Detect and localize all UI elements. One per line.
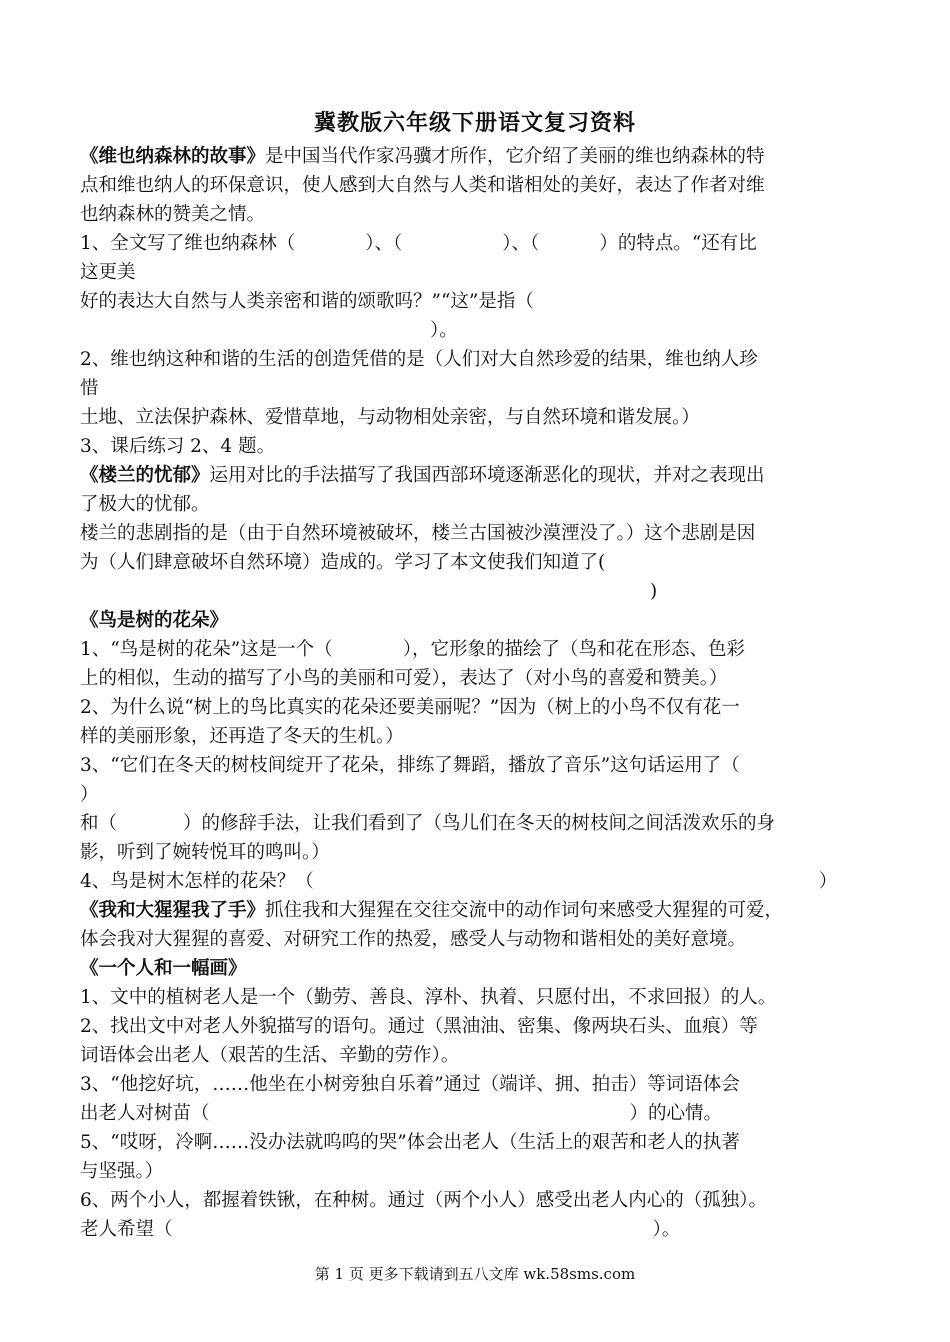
question-line: 上的相似，生动的描写了小鸟的美丽和可爱），表达了（对小鸟的喜爱和赞美。） <box>80 668 728 689</box>
question-line: 老人希望（ ）。 <box>80 1219 681 1240</box>
question-line: ）。 <box>430 320 458 341</box>
paragraph-line: ) <box>650 581 658 602</box>
question-line: 和（ ）的修辞手法，让我们看到了（鸟儿们在冬天的树枝间之间活泼欢乐的身 <box>80 813 776 834</box>
document-title: 冀教版六年级下册语文复习资料 <box>313 111 636 136</box>
section-heading: 《维也纳森林的故事》 <box>80 146 266 167</box>
question-line: 与坚强。） <box>80 1161 164 1182</box>
paragraph-line: 《我和大猩猩我了手》抓住我和大猩猩在交往交流中的动作词句来感受大猩猩的可爱， <box>80 900 784 921</box>
paragraph-line: 楼兰的悲剧指的是（由于自然环境被破坏，楼兰古国被沙漠湮没了。）这个悲剧是因 <box>80 523 756 544</box>
question-line: 样的美丽形象，还再造了冬天的生机。） <box>80 726 404 747</box>
paragraph-line: 体会我对大猩猩的喜爱、对研究工作的热爱，感受人与动物和谐相处的美好意境。 <box>80 929 747 950</box>
section-heading: 《一个人和一幅画》 <box>80 958 247 979</box>
question-line: ） <box>80 784 99 805</box>
question-line: 这更美 <box>80 262 136 283</box>
question-line: 3、“它们在冬天的树枝间绽开了花朵，排练了舞蹈，播放了音乐”这句话运用了（ <box>80 755 740 776</box>
question-line: 2、找出文中对老人外貌描写的语句。通过（黑油油、密集、像两块石头、血痕）等 <box>80 1016 758 1037</box>
question-line: 5、“哎呀，冷啊……没办法就呜呜的哭”体会出老人（生活上的艰苦和老人的执著 <box>80 1132 740 1153</box>
question-line: 2、为什么说“树上的鸟比真实的花朵还要美丽呢？”因为（树上的小鸟不仅有花一 <box>80 697 740 718</box>
section-heading-line <box>80 606 910 635</box>
paragraph-line: 也纳森林的赞美之情。 <box>80 204 266 225</box>
question-line: 6、两个小人，都握着铁锹，在种树。通过（两个小人）感受出老人内心的（孤独）。 <box>80 1190 768 1211</box>
section-heading: 《楼兰的忧郁》 <box>80 465 210 486</box>
section-heading: 《鸟是树的花朵》 <box>80 610 229 631</box>
question-line: 4、鸟是树木怎样的花朵？（ ） <box>80 871 838 892</box>
question-line: 3、“他挖好坑，……他坐在小树旁独自乐着”通过（端详、拥、拍击）等词语体会 <box>80 1074 740 1095</box>
question-line: 1、文中的植树老人是一个（勤劳、善良、淳朴、执着、只愿付出，不求回报）的人。 <box>80 987 777 1008</box>
paragraph-line: 了极大的忧郁。 <box>80 494 210 515</box>
question-line: 影，听到了婉转悦耳的鸣叫。） <box>80 842 330 863</box>
paragraph-line: 《维也纳森林的故事》是中国当代作家冯骥才所作，它介绍了美丽的维也纳森林的特 <box>80 146 765 167</box>
question-line: 2、维也纳这种和谐的生活的创造凭借的是（人们对大自然珍爱的结果，维也纳人珍 <box>80 349 758 370</box>
question-line: 惜 <box>80 378 99 399</box>
question-line: 词语体会出老人（艰苦的生活、辛勤的劳作）。 <box>80 1045 460 1066</box>
question-line: 1、全文写了维也纳森林（ ）、（ ）、（ ）的特点。“还有比 <box>80 233 757 254</box>
paragraph-line: 点和维也纳人的环保意识，使人感到大自然与人类和谐相处的美好，表达了作者对维 <box>80 175 765 196</box>
document-body <box>80 142 910 1244</box>
question-line: 3、课后练习 2、4 题。 <box>80 436 276 457</box>
question-line: 出老人对树苗（ ）的心情。 <box>80 1103 723 1124</box>
question-line: 好的表达大自然与人类亲密和谐的颂歌吗？”“这”是指（ <box>80 291 534 312</box>
section-heading-line <box>80 954 910 983</box>
paragraph-line: 《楼兰的忧郁》运用对比的手法描写了我国西部环境逐渐恶化的现状，并对之表现出 <box>80 465 765 486</box>
question-line: 土地、立法保护森林、爱惜草地，与动物相处亲密，与自然环境和谐发展。） <box>80 407 700 428</box>
question-line: 1、“鸟是树的花朵”这是一个（ ），它形象的描绘了（鸟和花在形态、色彩 <box>80 639 745 660</box>
page-footer: 第 1 页 更多下载请到五八文库 wk.58sms.com <box>314 1265 636 1283</box>
section-heading: 《我和大猩猩我了手》 <box>80 900 266 921</box>
paragraph-line: 为（人们肆意破坏自然环境）造成的。学习了本文使我们知道了( <box>80 552 606 573</box>
